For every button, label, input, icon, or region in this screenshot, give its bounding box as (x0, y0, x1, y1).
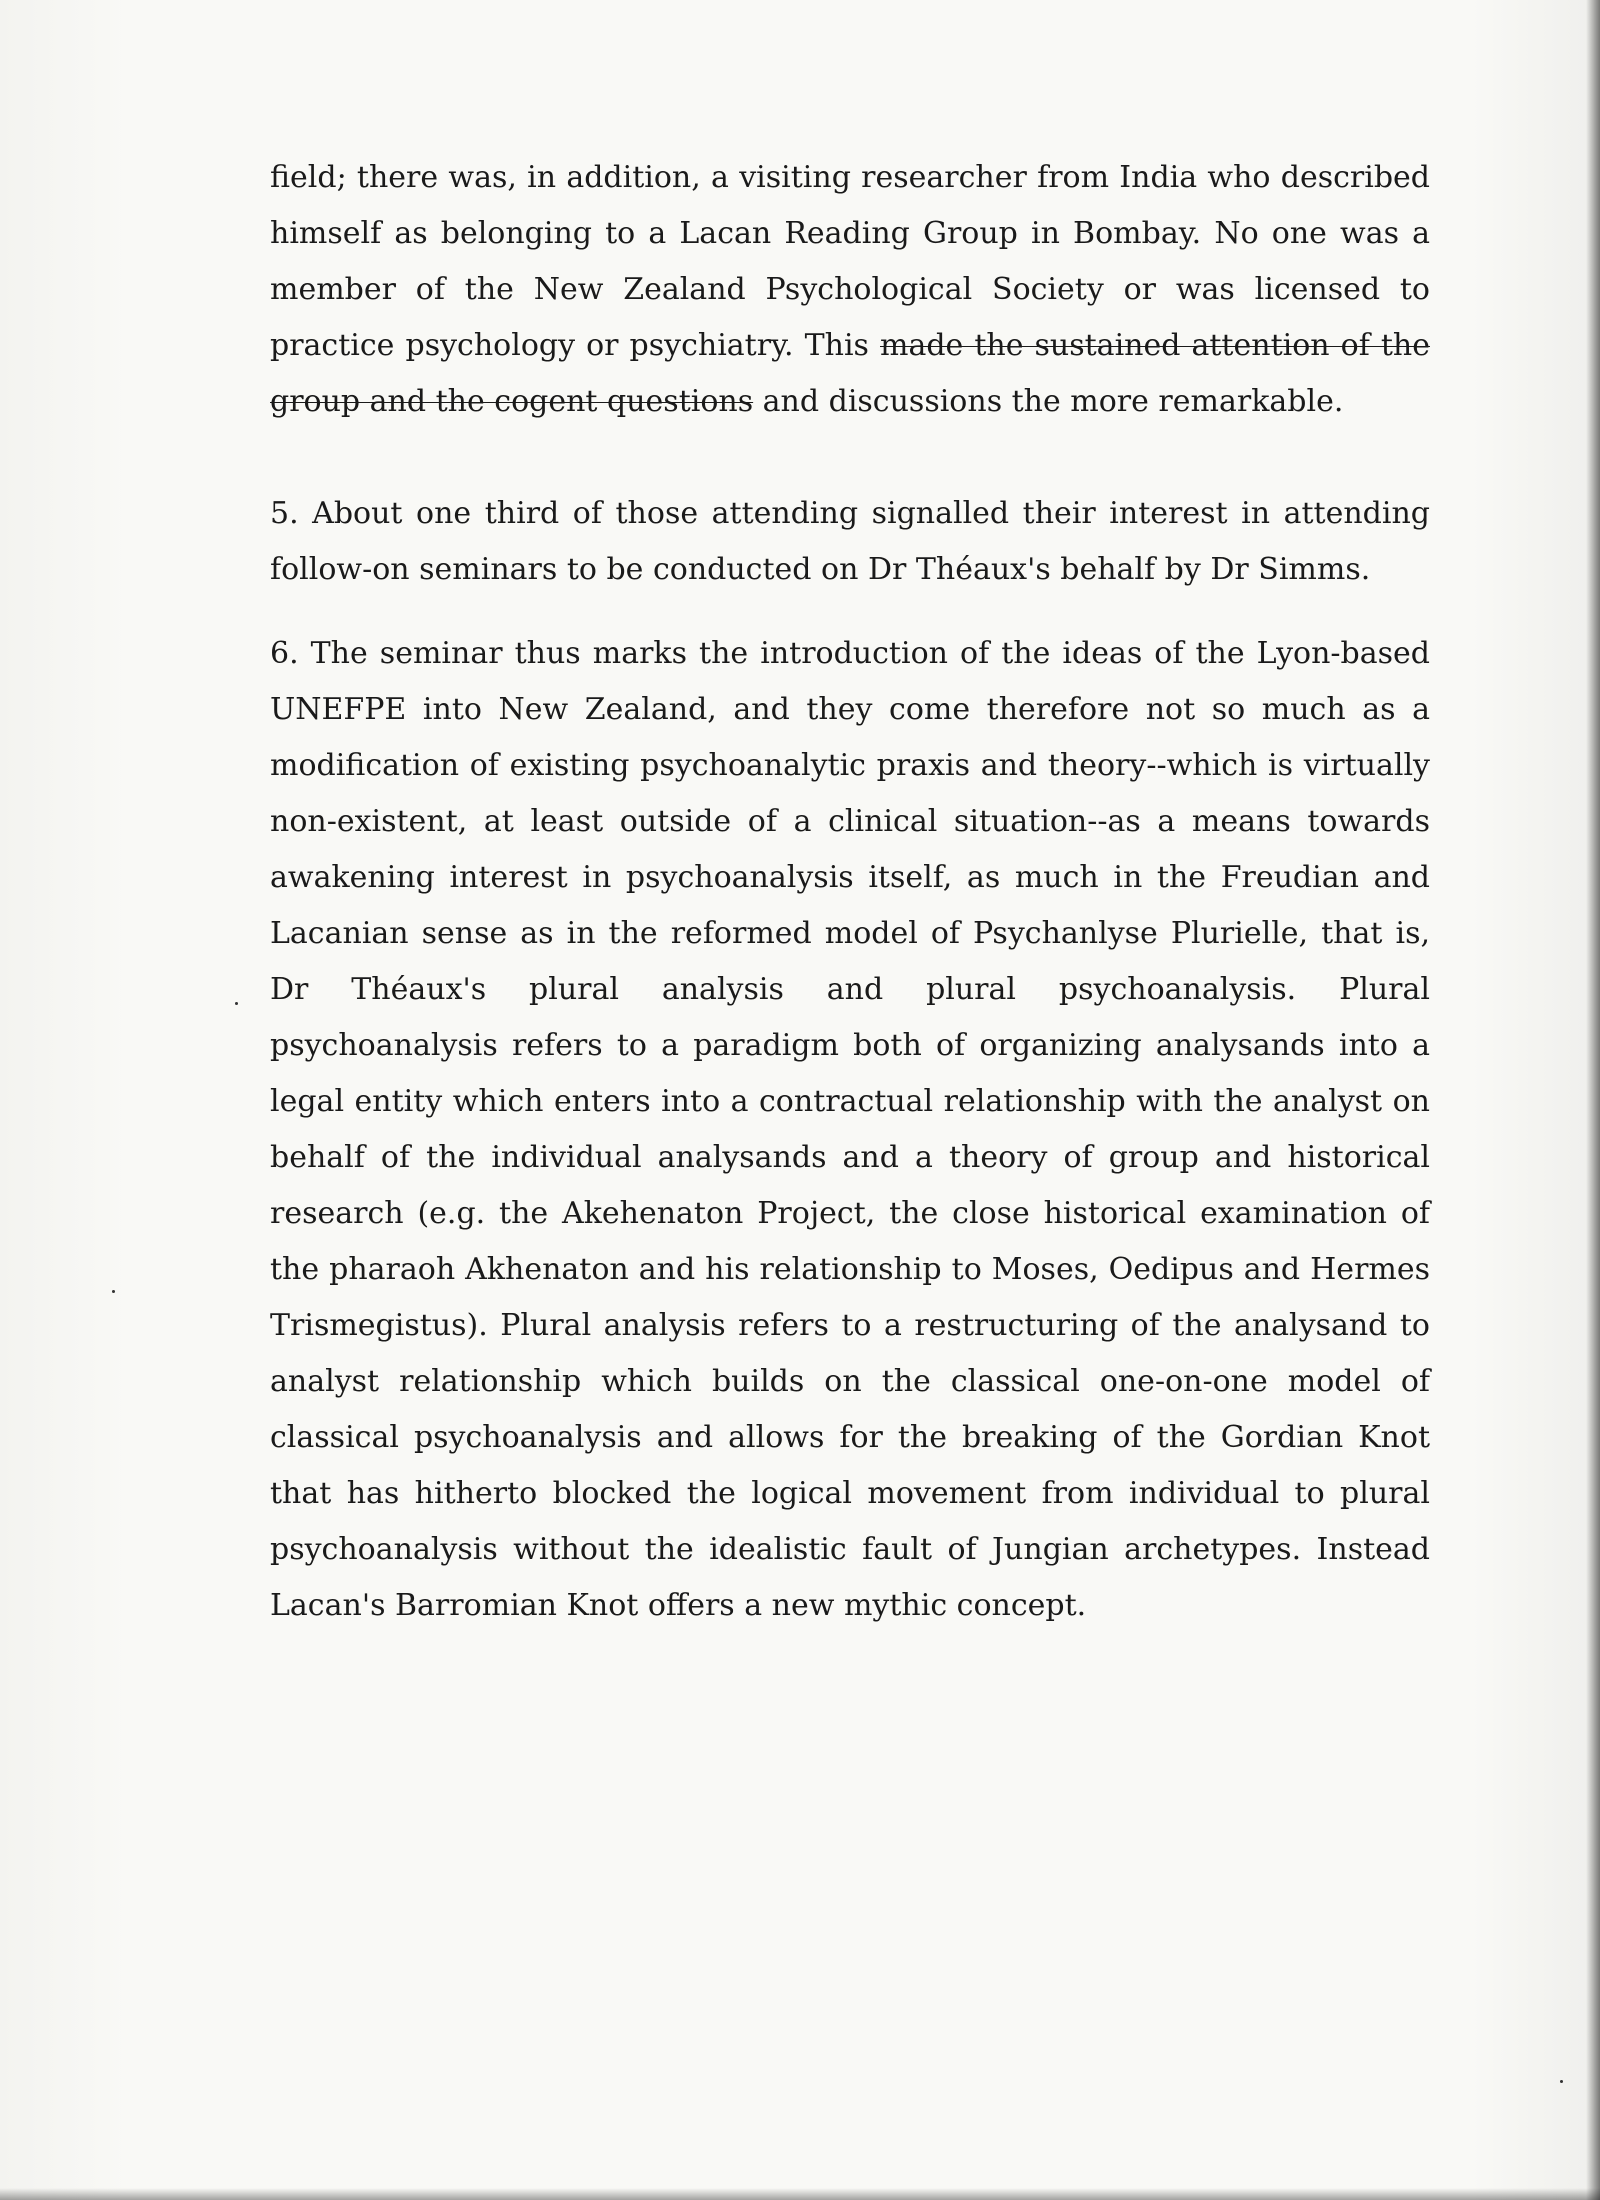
ink-speck (1560, 2080, 1563, 2083)
intro-text-b: and discussions the more remarkable. (753, 384, 1344, 419)
ink-speck (112, 1290, 115, 1293)
intro-struck-text: made the sustained attention of the group and the cogent questions (270, 328, 1430, 419)
scan-edge-bottom (0, 2188, 1600, 2200)
document-body (270, 150, 1430, 1634)
paragraph-5: 5. About one third of those attending signalled their interest in attending follow-on seminars to be conducted on Dr Théaux's behalf by Dr Simms. (270, 496, 1430, 587)
ink-speck (235, 1002, 238, 1005)
paragraph-intro (270, 150, 1430, 430)
scan-edge-right (1586, 0, 1600, 2200)
paragraph-6: 6. The seminar thus marks the introduction of the ideas of the Lyon-based UNEFPE into New Zealand, and they come therefore not so much as a modification of existing psychoanalytic praxis and theory--which is virtually non-existent, at least outside of a clinical situation--as a means towards awakening interest in psychoanalysis itself, as much in the Freudian and Lacanian sense as in the reformed model of Psychanlyse Plurielle, that is, Dr Théaux's plural analysis and plural psychoanalysis. Plural psychoanalysis refers to a paradigm both of organizing analysands into a legal entity which enters into a contractual relationship with the analyst on behalf of the individual analysands and a theory of group and historical research (e.g. the Akehenaton Project, the close historical examination of the pharaoh Akhenaton and his relationship to Moses, Oedipus and Hermes Trismegistus). Plural analysis refers to a restructuring of the analysand to analyst relationship which builds on the classical one-on-one model of classical psychoanalysis and allows for the breaking of the Gordian Knot that has hitherto blocked the logical movement from individual to plural psychoanalysis without the idealistic fault of Jungian archetypes. Instead Lacan's Barromian Knot offers a new mythic concept. (270, 636, 1430, 1623)
intro-text-a: field; there was, in addition, a visiting researcher from India who described himself as belonging to a Lacan Reading Group in Bombay. No one was a member of the New Zealand Psychological Society or was licensed to practice psychology or psychiatry. This (270, 160, 1430, 363)
